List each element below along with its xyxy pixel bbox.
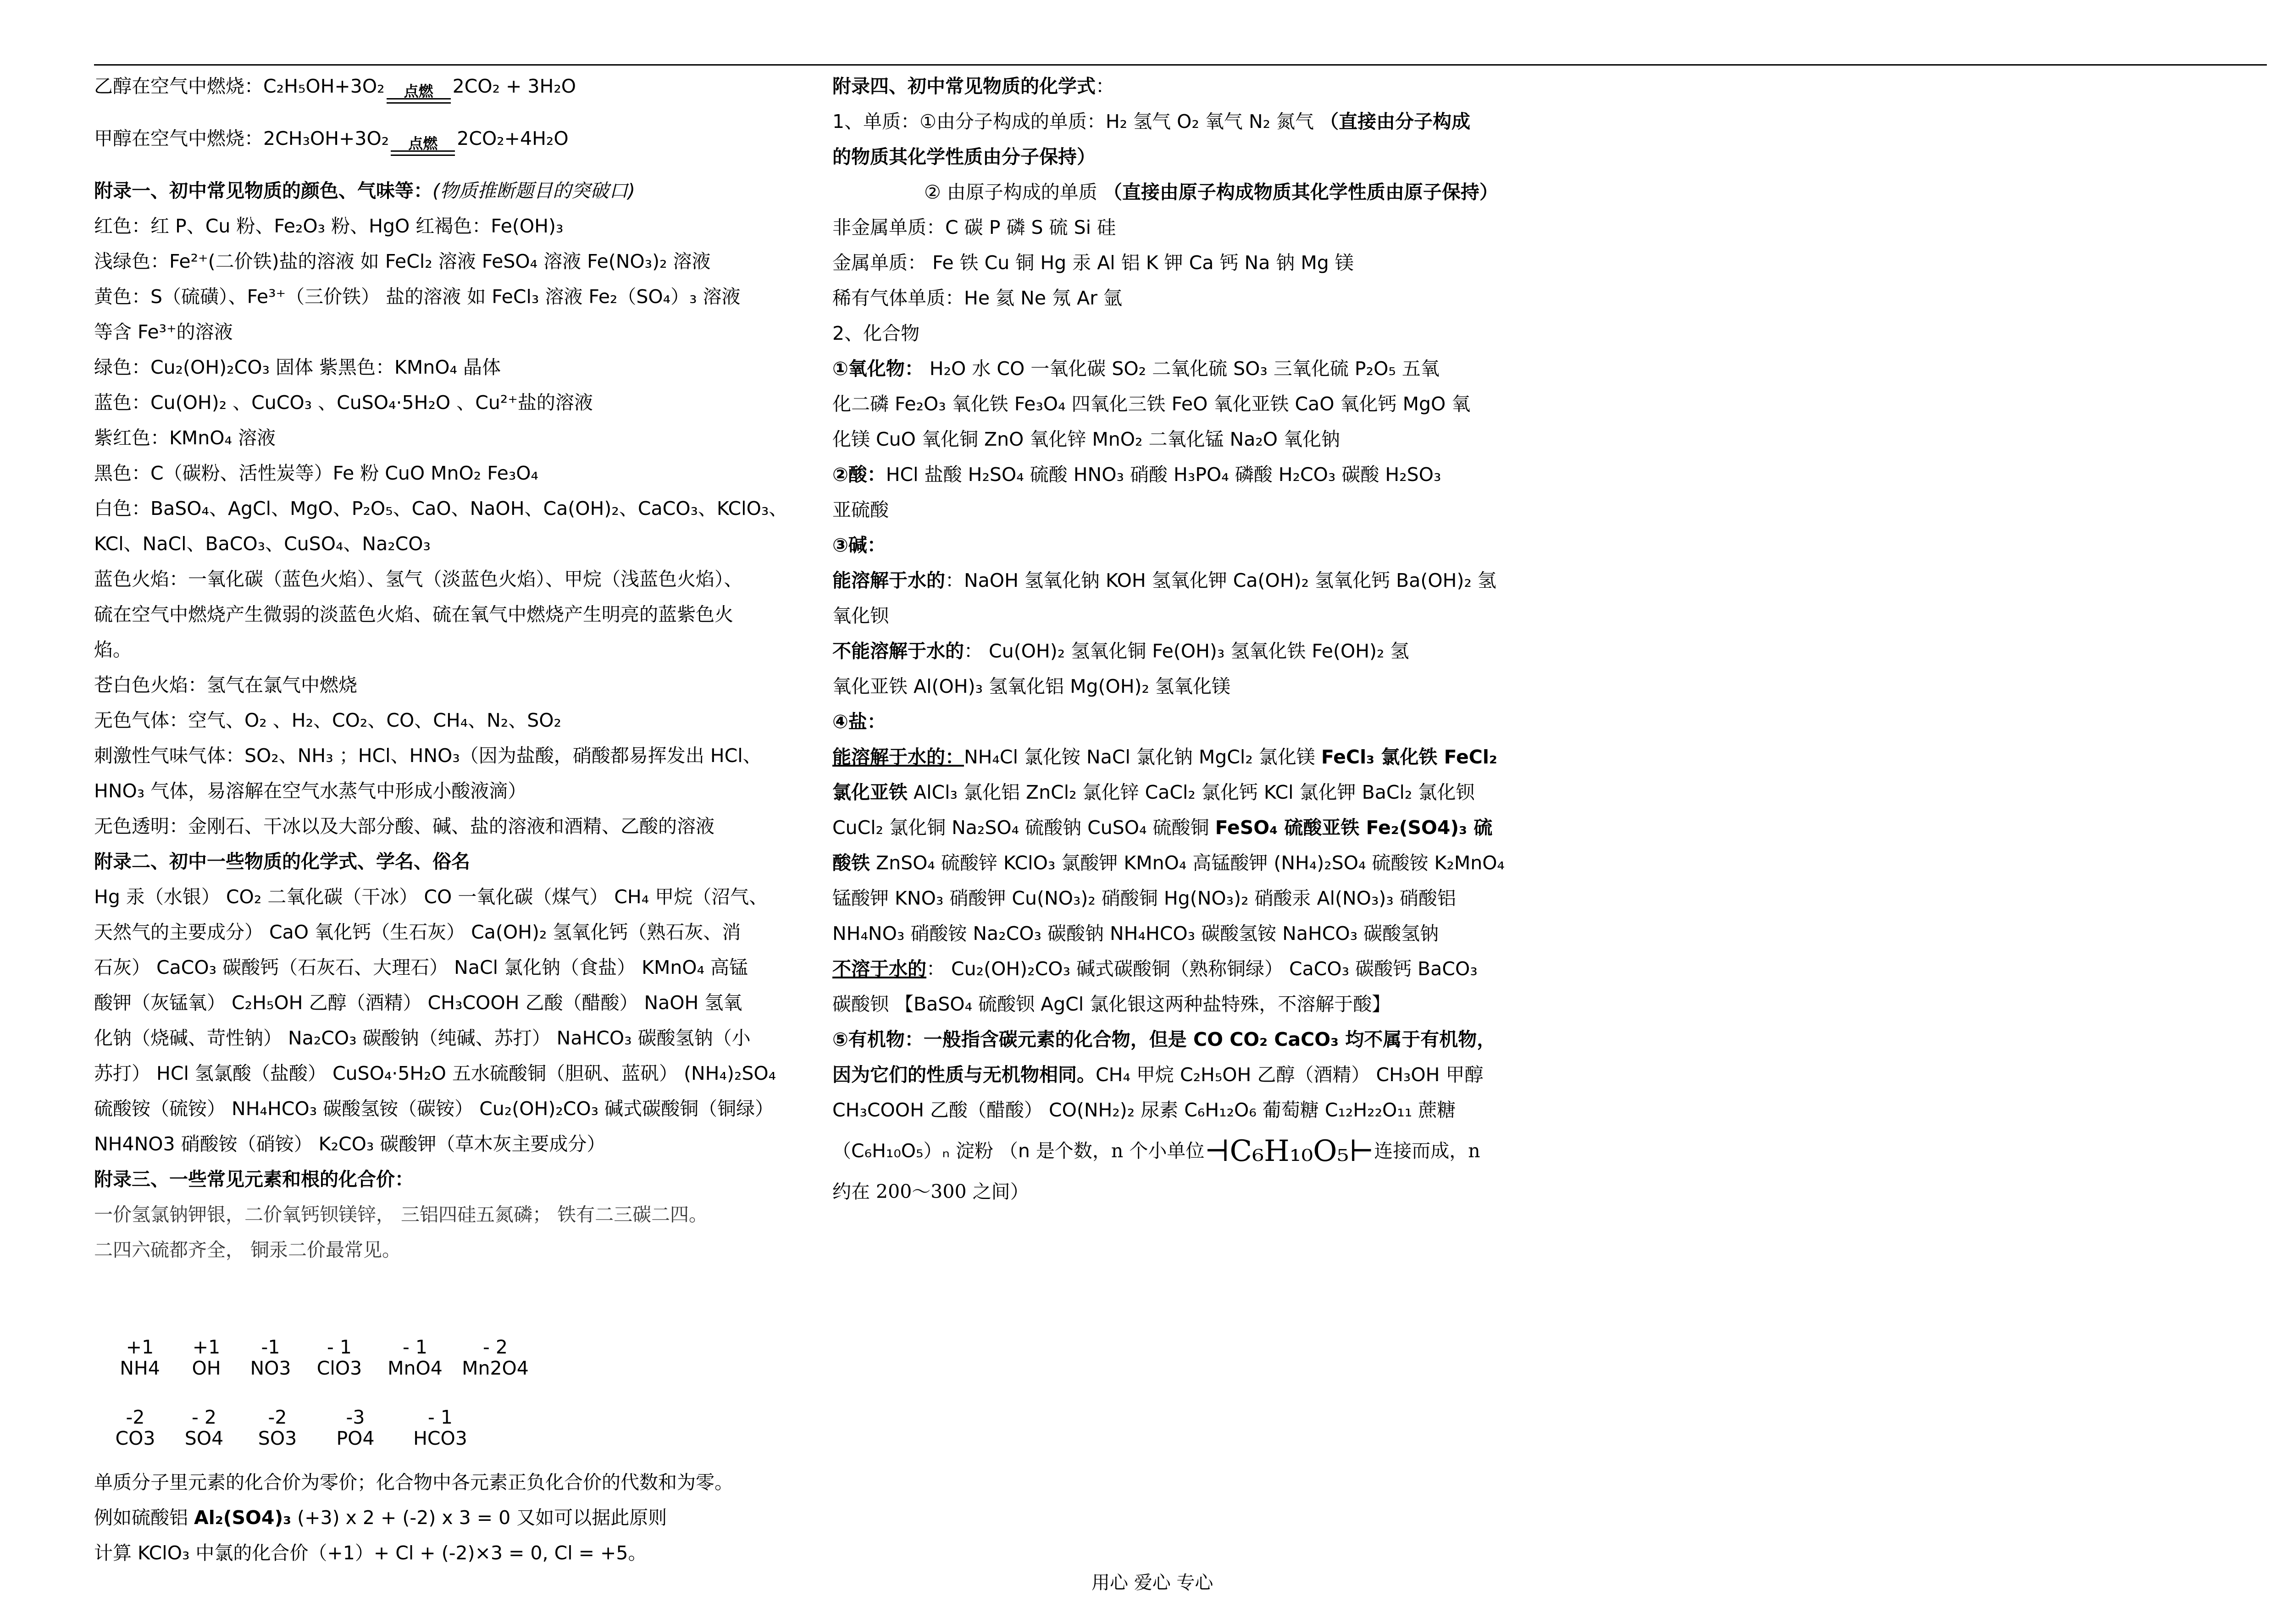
- starch-range-line: 约在 200～300 之间）: [832, 1181, 1029, 1203]
- compounds-heading: 2、化合物: [832, 322, 920, 344]
- starch-line: （C₆H₁₀O₅）ₙ 淀粉 （n 是个数，n 个小单位⊣C₆H₁₀O₅⊢连接而成，n: [832, 1134, 1480, 1168]
- app2-line: 化钠（烧碱、苛性钠） Na₂CO₃ 碳酸钠（纯碱、苏打） NaHCO₃ 碳酸氢钠（小: [94, 1027, 751, 1049]
- app1-line: 焰。: [94, 639, 132, 661]
- app1-line: 黑色：C（碳粉、活性炭等）Fe 粉 CuO MnO₂ Fe₃O₄: [94, 462, 538, 484]
- app1-line: 白色：BaSO₄、AgCl、MgO、P₂O₅、CaO、NaOH、Ca(OH)₂、CaCO₃、KClO₃、: [94, 497, 788, 519]
- appendix-3-title: 附录三、一些常见元素和根的化合价：: [94, 1168, 414, 1190]
- salt-heading: ④盐：: [832, 711, 886, 733]
- elements-molecular-note: 的物质其化学性质由分子保持）: [832, 146, 1096, 168]
- oxide-line: ①氧化物： H₂O 水 CO 一氧化碳 SO₂ 二氧化硫 SO₃ 三氧化硫 P₂O₅ 五氧: [832, 358, 1440, 380]
- appendix-4-heading: 附录四、初中常见物质的化学式：: [832, 75, 1114, 97]
- left-column: [94, 69, 809, 1268]
- app1-line: HNO₃ 气体，易溶解在空气水蒸气中形成小酸液滴）: [94, 780, 527, 802]
- appendix-2-title: 附录二、初中一些物质的化学式、学名、俗名: [94, 851, 470, 873]
- app2-line: NH4NO3 硝酸铵（硝铵） K₂CO₃ 碳酸钾（草木灰主要成分）: [94, 1133, 606, 1155]
- app1-line: 紫红色：KMnO₄ 溶液: [94, 427, 276, 449]
- valence-cell: -2 SO3: [258, 1406, 297, 1449]
- metal-line: 金属单质： Fe 铁 Cu 铜 Hg 汞 Al 铝 K 钾 Ca 钙 Na 钠 Mg 镁: [832, 252, 1354, 274]
- valence-cell: +1 NH4: [120, 1336, 160, 1379]
- app1-line: 苍白色火焰：氢气在氯气中燃烧: [94, 674, 357, 696]
- soluble-salt-line: 氯化亚铁 AlCl₃ 氯化铝 ZnCl₂ 氯化锌 CaCl₂ 氯化钙 KCl 氯化钾 BaCl₂ 氯化钡: [832, 781, 1475, 803]
- app2-line: 天然气的主要成分） CaO 氧化钙（生石灰） Ca(OH)₂ 氢氧化钙（熟石灰、消: [94, 921, 741, 943]
- valence-rules: [94, 1465, 809, 1571]
- valence-cell: - 1 ClO3: [316, 1336, 362, 1379]
- right-column: [832, 69, 1548, 1210]
- equation-reactants: 乙醇在空气中燃烧：C₂H₅OH+3O₂: [94, 75, 385, 97]
- app1-line: 红色：红 P、Cu 粉、Fe₂O₃ 粉、HgO 红褐色：Fe(OH)₃: [94, 215, 564, 237]
- valence-cell: - 1 MnO4: [388, 1336, 443, 1379]
- valence-mnemonic: 一价氢氯钠钾银，二价氧钙钡镁锌， 三铝四硅五氮磷； 铁有二三碳二四。: [94, 1204, 708, 1226]
- nonmetal-line: 非金属单质：C 碳 P 磷 S 硫 Si 硅: [832, 216, 1116, 238]
- app1-line: 无色气体：空气、O₂ 、H₂、CO₂、CO、CH₄、N₂、SO₂: [94, 709, 561, 731]
- elements-atomic-line: ② 由原子构成的单质 （直接由原子构成物质其化学性质由原子保持）: [924, 181, 1498, 203]
- soluble-salt-line: 能溶解于水的：NH₄Cl 氯化铵 NaCl 氯化钠 MgCl₂ 氯化镁 FeCl₃ 氯化铁 FeCl₂: [832, 746, 1497, 768]
- appendix-1-heading: [94, 173, 809, 209]
- app1-line: 黄色：S（硫磺）、Fe³⁺（三价铁） 盐的溶液 如 FeCl₃ 溶液 Fe₂（SO₄）₃ 溶液: [94, 286, 741, 308]
- app1-line: KCl、NaCl、BaCO₃、CuSO₄、Na₂CO₃: [94, 533, 431, 555]
- app2-line: 苏打） HCl 氢氯酸（盐酸） CuSO₄·5H₂O 五水硫酸铜（胆矾、蓝矾） (NH₄)₂SO₄: [94, 1062, 776, 1084]
- oxide-line: 化镁 CuO 氧化铜 ZnO 氧化锌 MnO₂ 二氧化锰 Na₂O 氧化钠: [832, 428, 1340, 450]
- oxide-line: 化二磷 Fe₂O₃ 氧化铁 Fe₃O₄ 四氧化三铁 FeO 氧化亚铁 CaO 氧化钙 MgO 氧: [832, 393, 1471, 415]
- appendix-1-note: (物质推断题目的突破口): [432, 180, 635, 202]
- equation-products: 2CO₂ + 3H₂O: [452, 75, 576, 97]
- app1-line: 蓝色：Cu(OH)₂ 、CuCO₃ 、CuSO₄·5H₂O 、Cu²⁺盐的溶液: [94, 392, 593, 414]
- appendix-1-title: 附录一、初中常见物质的颜色、气味等：: [94, 180, 432, 202]
- aluminum-sulfate-formula: Al₂(SO4)₃: [194, 1507, 292, 1529]
- methanol-combustion-equation: [94, 121, 809, 160]
- valence-cell: -1 NO3: [250, 1336, 291, 1379]
- page-footer: 用心 爱心 专心: [1091, 1572, 1213, 1593]
- valence-cell: -3 PO4: [336, 1406, 375, 1449]
- valence-cell: - 2 Mn2O4: [462, 1336, 529, 1379]
- app1-line: 无色透明：金刚石、干冰以及大部分酸、碱、盐的溶液和酒精、乙酸的溶液: [94, 815, 714, 837]
- valence-example-line: 例如硫酸铝 Al₂(SO4)₃ (+3) x 2 + (-2) x 3 = 0 又如可以据此原则: [94, 1507, 667, 1529]
- app2-line: Hg 汞（水银） CO₂ 二氧化碳（干冰） CO 一氧化碳（煤气） CH₄ 甲烷（沼气、: [94, 886, 768, 908]
- valence-mnemonic: 二四六硫都齐全， 铜汞二价最常见。: [94, 1239, 401, 1261]
- valence-cell: - 1 HCO3: [413, 1406, 467, 1449]
- acid-line: ②酸：HCl 盐酸 H₂SO₄ 硫酸 HNO₃ 硝酸 H₃PO₄ 磷酸 H₂CO₃ 碳酸 H₂SO₃: [832, 464, 1441, 486]
- valence-cell: +1 OH: [192, 1336, 221, 1379]
- valence-calc-line: 计算 KClO₃ 中氯的化合价（+1）+ Cl + (-2)×3 = 0, Cl = +5。: [94, 1542, 647, 1564]
- soluble-salt-line: CuCl₂ 氯化铜 Na₂SO₄ 硫酸钠 CuSO₄ 硫酸铜 FeSO₄ 硫酸亚铁 Fe₂(SO4)₃ 硫: [832, 817, 1493, 839]
- app1-line: 硫在空气中燃烧产生微弱的淡蓝色火焰、硫在氧气中燃烧产生明亮的蓝紫色火: [94, 603, 733, 625]
- app1-line: 刺激性气味气体：SO₂、NH₃ ；HCl、HNO₃（因为盐酸，硝酸都易挥发出 HCl、: [94, 745, 762, 767]
- appendix-4-title: 附录四、初中常见物质的化学式: [832, 75, 1096, 97]
- soluble-salt-line: 酸铁 ZnSO₄ 硫酸锌 KClO₃ 氯酸钾 KMnO₄ 高锰酸钾 (NH₄)₂SO₄ 硫酸铵 K₂MnO₄: [832, 852, 1505, 874]
- valence-cell: - 2 SO4: [184, 1406, 224, 1449]
- insoluble-base-line: 不能溶解于水的： Cu(OH)₂ 氢氧化铜 Fe(OH)₃ 氢氧化铁 Fe(OH)₂ 氢: [832, 640, 1409, 662]
- organic-line: ⑤有机物：一般指含碳元素的化合物，但是 CO CO₂ CaCO₃ 均不属于有机物，: [832, 1028, 1496, 1050]
- insoluble-base-line: 氧化亚铁 Al(OH)₃ 氢氧化铝 Mg(OH)₂ 氢氧化镁: [832, 675, 1231, 697]
- equation-products: 2CO₂+4H₂O: [457, 127, 569, 149]
- starch-unit-formula: ⊣C₆H₁₀O₅⊢: [1204, 1134, 1374, 1168]
- app2-line: 酸钾（灰锰氧） C₂H₅OH 乙醇（酒精） CH₃COOH 乙酸（醋酸） NaOH 氢氧: [94, 992, 742, 1014]
- soluble-base-line: 氧化钡: [832, 605, 889, 627]
- app1-line: 绿色：Cu₂(OH)₂CO₃ 固体 紫黑色：KMnO₄ 晶体: [94, 356, 501, 378]
- app2-line: 石灰） CaCO₃ 碳酸钙（石灰石、大理石） NaCl 氯化钠（食盐） KMnO₄ 高锰: [94, 956, 748, 978]
- soluble-base-line: 能溶解于水的：NaOH 氢氧化钠 KOH 氢氧化钾 Ca(OH)₂ 氢氧化钙 Ba(OH)₂ 氢: [832, 569, 1496, 591]
- valence-row-1: [105, 1337, 537, 1379]
- noble-gas-line: 稀有气体单质：He 氦 Ne 氖 Ar 氩: [832, 287, 1123, 309]
- equation-reactants: 甲醇在空气中燃烧：2CH₃OH+3O₂: [94, 127, 389, 149]
- valence-rule-line: 单质分子里元素的化合价为零价；化合物中各元素正负化合价的代数和为零。: [94, 1471, 733, 1493]
- elements-molecular-line: 1、单质：①由分子构成的单质：H₂ 氢气 O₂ 氧气 N₂ 氮气 （直接由分子构成: [832, 110, 1471, 133]
- app1-line: 蓝色火焰：一氧化碳（蓝色火焰）、氢气（淡蓝色火焰）、甲烷（浅蓝色火焰）、: [94, 568, 743, 590]
- reaction-condition: 点燃: [404, 83, 433, 100]
- soluble-salt-line: NH₄NO₃ 硝酸铵 Na₂CO₃ 碳酸钠 NH₄HCO₃ 碳酸氢铵 NaHCO₃ 碳酸氢钠: [832, 922, 1439, 945]
- insoluble-salt-line: 碳酸钡 【BaSO₄ 硫酸钡 AgCl 氯化银这两种盐特殊，不溶解于酸】: [832, 993, 1391, 1015]
- insoluble-salt-line: 不溶于水的： Cu₂(OH)₂CO₃ 碱式碳酸铜（熟称铜绿） CaCO₃ 碳酸钙 BaCO₃: [832, 958, 1478, 980]
- base-heading: ③碱：: [832, 534, 886, 556]
- ethanol-combustion-equation: [94, 69, 809, 107]
- valence-row-2: [105, 1407, 482, 1449]
- soluble-salt-line: 锰酸钾 KNO₃ 硝酸钾 Cu(NO₃)₂ 硝酸铜 Hg(NO₃)₂ 硝酸汞 Al(NO₃)₃ 硝酸铝: [832, 887, 1456, 909]
- app1-line: 等含 Fe³⁺的溶液: [94, 321, 233, 343]
- reaction-condition: 点燃: [408, 135, 438, 152]
- organic-line: CH₃COOH 乙酸（醋酸） CO(NH₂)₂ 尿素 C₆H₁₂O₆ 葡萄糖 C₁₂H₂₂O₁₁ 蔗糖: [832, 1099, 1456, 1121]
- app1-line: 浅绿色：Fe²⁺(二价铁)盐的溶液 如 FeCl₂ 溶液 FeSO₄ 溶液 Fe(NO₃)₂ 溶液: [94, 250, 711, 272]
- organic-line: 因为它们的性质与无机物相同。CH₄ 甲烷 C₂H₅OH 乙醇（酒精） CH₃OH 甲醇: [832, 1064, 1484, 1086]
- top-rule: [94, 64, 2267, 66]
- acid-line: 亚硫酸: [832, 499, 889, 521]
- valence-cell: -2 CO3: [115, 1406, 155, 1449]
- app2-line: 硫酸铵（硫铵） NH₄HCO₃ 碳酸氢铵（碳铵） Cu₂(OH)₂CO₃ 碱式碳酸铜（铜绿）: [94, 1098, 774, 1120]
